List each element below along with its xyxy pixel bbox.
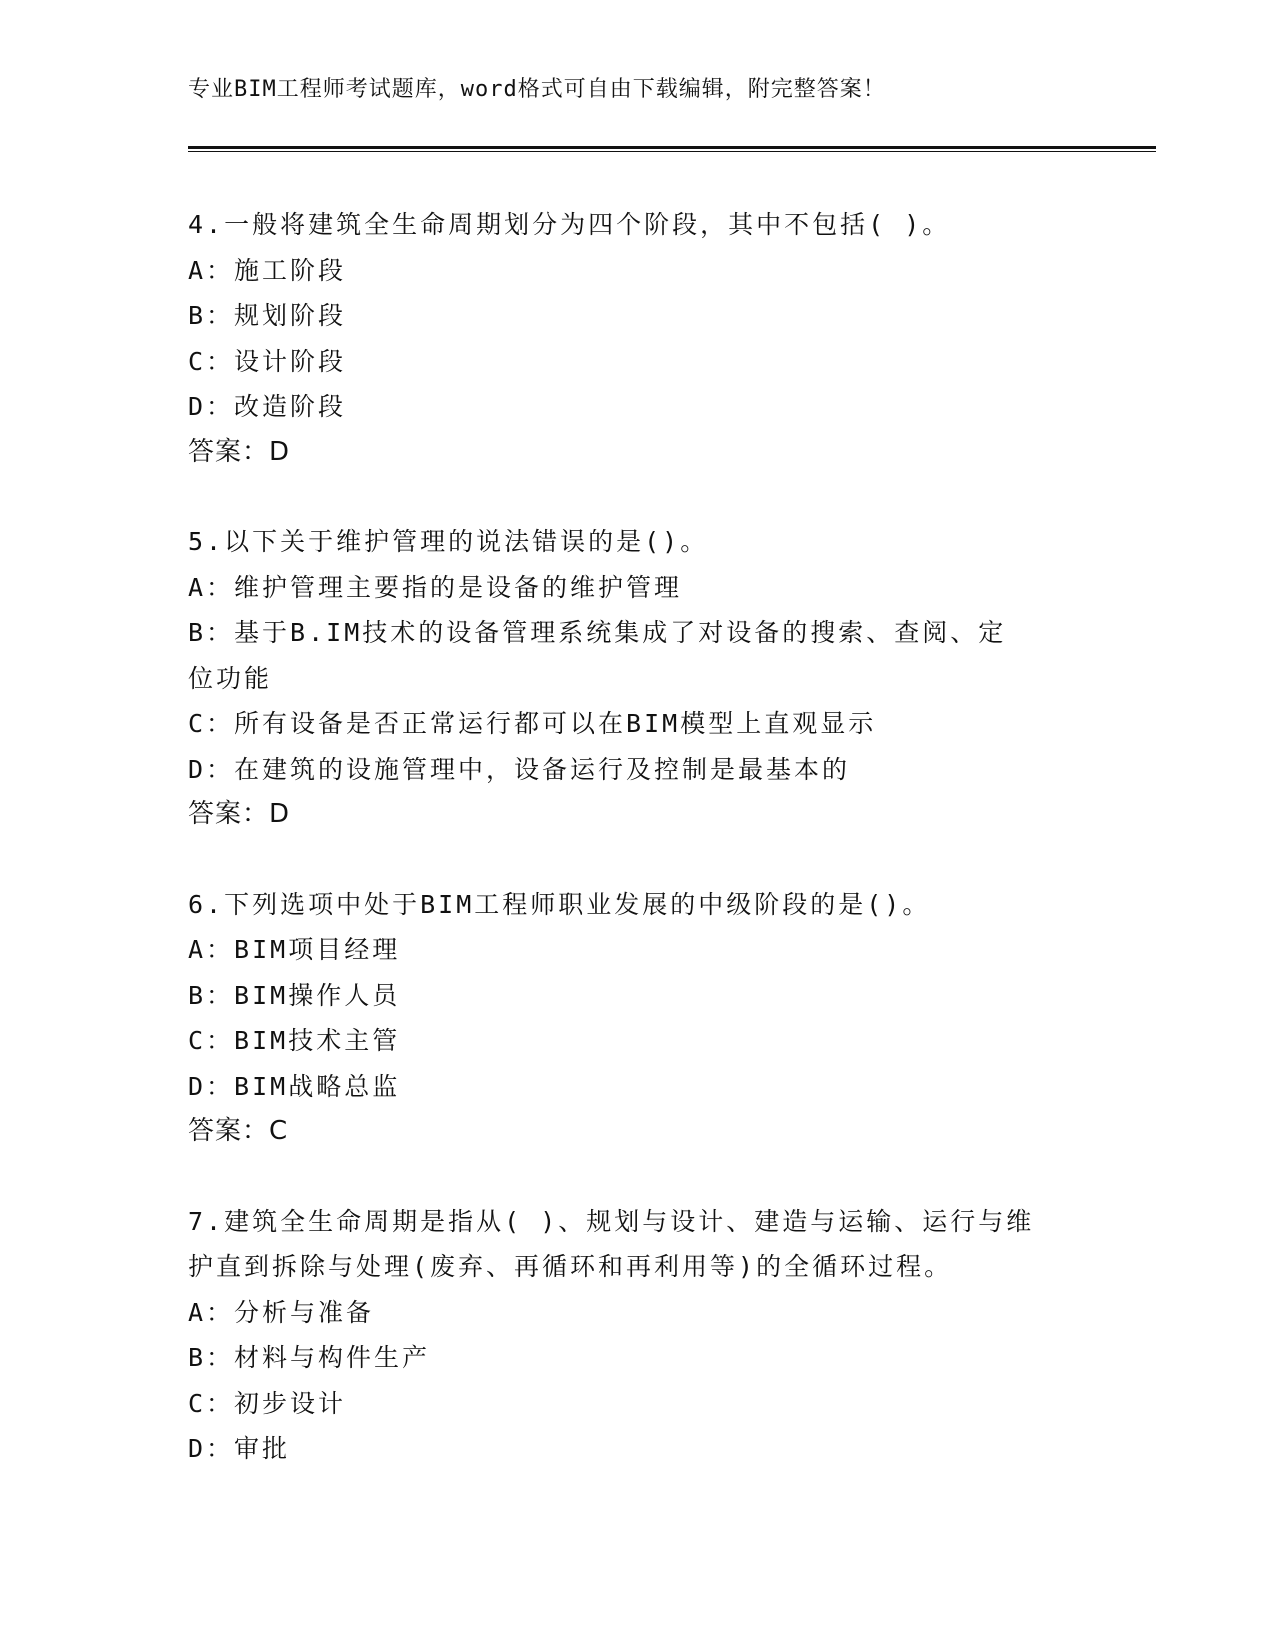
option-b: B：规划阶段: [188, 301, 347, 330]
question-4: [188, 202, 1088, 475]
answer-text: 答案：C: [188, 1116, 289, 1146]
option-c: C：所有设备是否正常运行都可以在BIM模型上直观显示: [188, 709, 877, 738]
answer-text: 答案：D: [188, 799, 291, 829]
question-7: [188, 1199, 1088, 1472]
question-5: [188, 519, 1088, 838]
question-stem: 4.一般将建筑全生命周期划分为四个阶段，其中不包括( )。: [188, 210, 951, 239]
question-stem: 7.建筑全生命周期是指从( )、规划与设计、建造与运输、运行与维护直到拆除与处理(废弃、再循环和再利用等)的全循环过程。: [188, 1206, 1035, 1281]
option-c: C：BIM技术主管: [188, 1026, 401, 1055]
option-d: D：审批: [188, 1434, 291, 1463]
question-list: [188, 202, 1088, 1516]
option-d: D：BIM战略总监: [188, 1071, 401, 1101]
header-rule-thin: [188, 151, 1156, 152]
option-a: A：维护管理主要指的是设备的维护管理: [188, 572, 683, 602]
answer-text: 答案：D: [188, 436, 291, 467]
option-b: B：基于B.IM技术的设备管理系统集成了对设备的搜索、查阅、定位功能: [188, 618, 1007, 693]
option-a: A：分析与准备: [188, 1297, 375, 1327]
option-d: D：在建筑的设施管理中，设备运行及控制是最基本的: [188, 754, 851, 784]
option-d: D：改造阶段: [188, 392, 347, 421]
header-text: 专业BIM工程师考试题库，word格式可自由下载编辑，附完整答案！: [188, 77, 886, 102]
option-c: C：初步设计: [188, 1388, 347, 1418]
option-b: B：材料与构件生产: [188, 1343, 431, 1372]
option-a: A：BIM项目经理: [188, 935, 401, 964]
question-stem: 5.以下关于维护管理的说法错误的是()。: [188, 527, 709, 556]
question-stem: 6.下列选项中处于BIM工程师职业发展的中级阶段的是()。: [188, 889, 931, 919]
question-6: [188, 882, 1088, 1155]
option-b: B：BIM操作人员: [188, 980, 401, 1010]
option-c: C：设计阶段: [188, 346, 347, 376]
option-a: A：施工阶段: [188, 255, 347, 285]
header-rule-thick: [188, 146, 1156, 149]
